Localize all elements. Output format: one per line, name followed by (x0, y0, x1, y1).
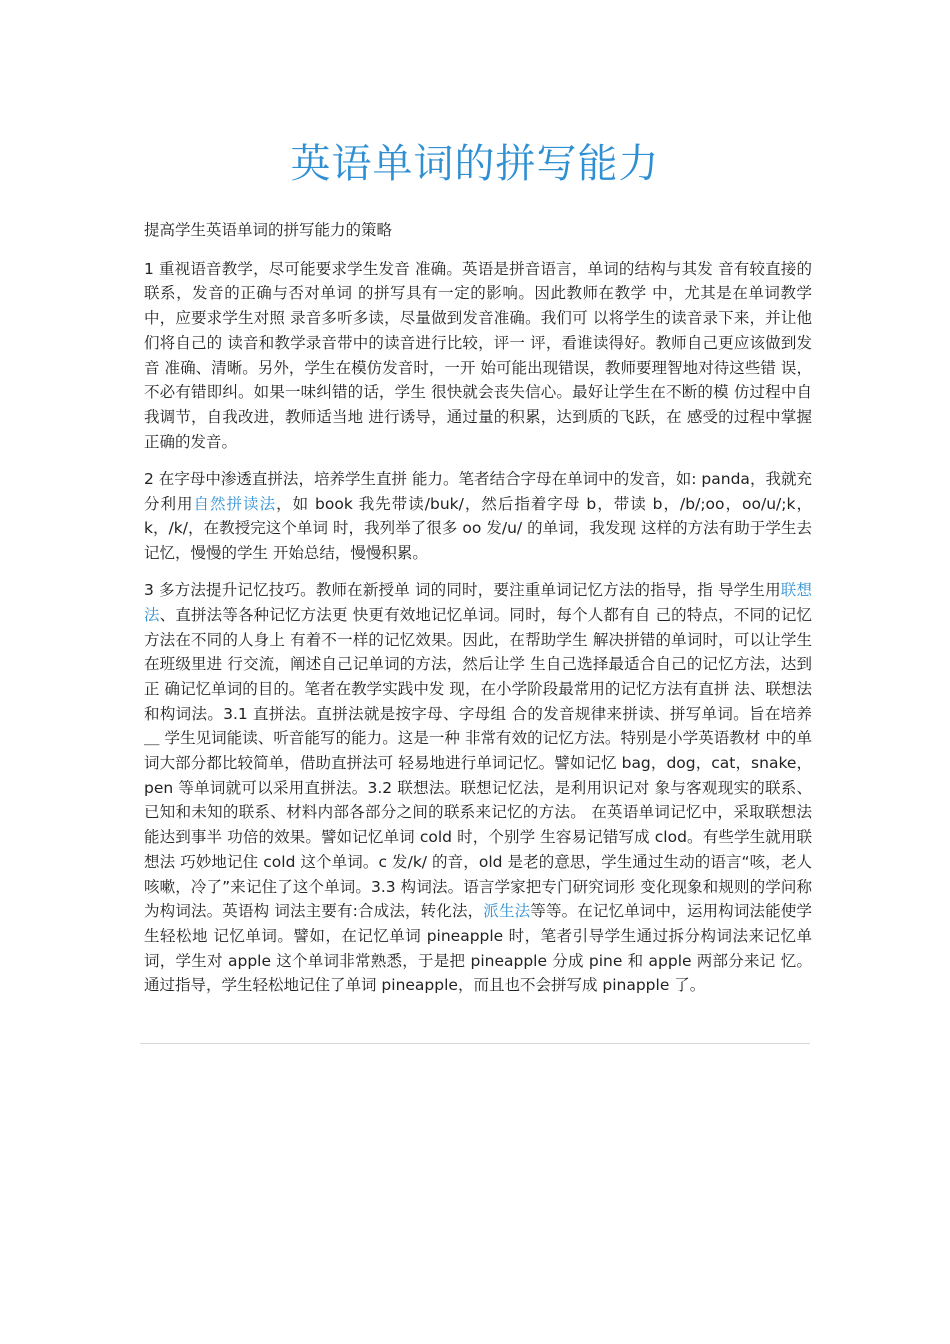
document-title: 英语单词的拼写能力 (290, 141, 660, 187)
link-association-method[interactable]: 联想法 (144, 581, 812, 624)
document-subtitle: 提高学生英语单词的拼写能力的策略 (144, 221, 393, 239)
paragraph-3-text-c: 等等。在记忆单词中，运用构词法能使学生轻松地 记忆单词。譬如，在记忆单词 pineapple 时，笔者引导学生通过拆分构词法来记忆单词，学生对 apple 这个单词非常熟悉，于是把 pineapple 分成 pine 和 apple 两部分来记 忆。通过指导，学生轻松地记住了单词 pineapple，而且也不会拼写成 pinapple 了。 (144, 902, 812, 995)
paragraph-2-text-a: 2 在字母中渗透直拼法，培养学生直拼 能力。笔者结合字母在单词中的发音，如: panda，我就充分利用 (144, 469, 812, 513)
document-body (144, 218, 812, 1011)
paragraph-3 (144, 578, 812, 998)
paragraph-3-text-a: 3 多方法提升记忆技巧。教师在新授单 词的同时，要注重单词记忆方法的指导，指 导学生用 (144, 581, 781, 600)
paragraph-2 (144, 467, 812, 566)
content-divider (140, 1043, 810, 1044)
paragraph-1: 1 重视语音教学，尽可能要求学生发音 准确。英语是拼音语言，单词的结构与其发 音有较直接的联系，发音的正确与否对单词 的拼写具有一定的影响。因此教师在教学 中，尤其是在单词教学中，应要求学生对照 录音多听多读，尽量做到发音准确。我们可 以将学生的读音录下来，并让他们将自己的 读音和教学录音带中的读音进行比较，评一 评，看谁读得好。教师自己更应该做到发音 准确、清晰。另外，学生在模仿发音时，一开 始可能出现错误，教师要理智地对待这些错 误，不必有错即纠。如果一味纠错的话，学生 很快就会丧失信心。最好让学生在不断的模 仿过程中自我调节，自我改进，教师适当地 进行诱导，通过量的积累，达到质的飞跃，在 感受的过程中掌握正确的发音。 (144, 259, 812, 451)
paragraph-3-text-b: 、直拼法等各种记忆方法更 快更有效地记忆单词。同时，每个人都有自 己的特点，不同的记忆方法在不同的人身上 有着不一样的记忆效果。因此，在帮助学生 解决拼错的单词时，可以让学生在班级里进 行交流，阐述自己记单词的方法，然后让学 生自己选择最适合自己的记忆方法，达到正 确记忆单词的目的。笔者在教学实践中发 现，在小学阶段最常用的记忆方法有直拼 法、联想法和构词法。3.1 直拼法。直拼法就是按字母、字母组 合的发音规律来拼读、拼写单词。旨在培养＿ 学生见词能读、听音能写的能力。这是一种 非常有效的记忆方法。特别是小学英语教材 中的单词大部分都比较简单，借助直拼法可 轻易地进行单词记忆。譬如记忆 bag，dog，cat，snake，pen 等单词就可以采用直拼法。3.2 联想法。联想记忆法，是利用识记对 象与客观现实的联系、已知和未知的联系、材料内部各部分之间的联系来记忆的方法。 在英语单词记忆中，采取联想法能达到事半 功倍的效果。譬如记忆单词 cold 时，个别学 生容易记错写成 clod。有些学生就用联想法 巧妙地记住 cold 这个单词。c 发/k/ 的音，old 是老的意思，学生通过生动的语言“咳，老人咳嗽，冷了”来记住了这个单词。3.3 构词法。语言学家把专门研究词形 变化现象和规则的学问称为构词法。英语构 词法主要有:合成法，转化法， (144, 605, 812, 921)
link-natural-phonics[interactable]: 自然拼读法 (193, 494, 277, 513)
link-derivation-method[interactable]: 派生法 (483, 902, 531, 921)
paragraph-2-text-b: ，如 book 我先带读/buk/，然后指着字母 b，带读 b，/b/;oo，oo/u/;k，k，/k/，在教授完这个单词 时，我列举了很多 oo 发/u/ 的单词，我发现 这样的方法有助于学生去记忆，慢慢的学生 开始总结，慢慢积累。 (144, 494, 812, 562)
